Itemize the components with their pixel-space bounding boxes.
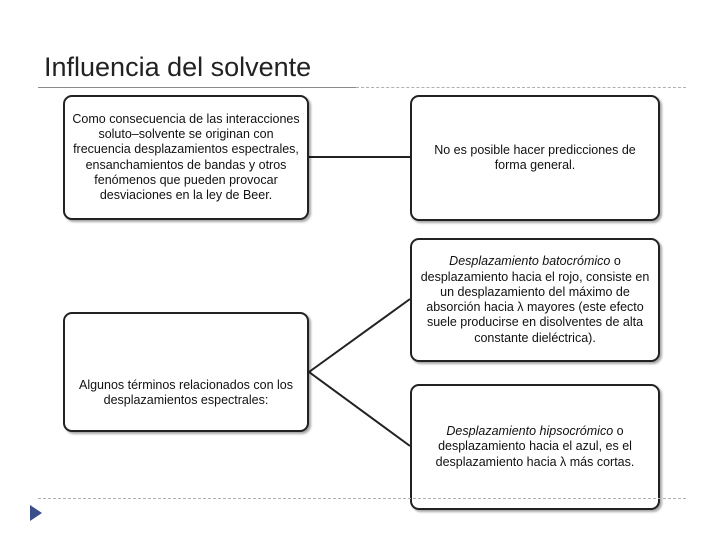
connector-c-to-d: [309, 299, 410, 372]
no-prediction-text: No es posible hacer predicciones de forma general.: [434, 142, 636, 172]
footer-dotted-rule: [38, 498, 686, 499]
slide-title: Influencia del solvente: [44, 52, 312, 82]
consequence-text: Como consecuencia de las interacciones soluto–solvente se originan con frecuencia desplazamientos espectrales, ensanchamientos de bandas y otros fenómenos que pueden provocar desviaciones en la ley de Beer.: [72, 111, 300, 202]
hypsochromic-text: [418, 424, 652, 470]
related-terms-text: Algunos términos relacionados con los desplazamientos espectrales:: [78, 377, 293, 407]
bathochromic-term: Desplazamiento batocrómico: [449, 254, 611, 269]
no-prediction-box: [410, 95, 660, 221]
hypsochromic-description: o desplazamiento hacia el azul, es el desplazamiento hacia λ más cortas.: [435, 424, 635, 469]
hypsochromic-term: Desplazamiento hipsocrómico: [446, 424, 614, 439]
bathochromic-box: [410, 238, 660, 362]
bathochromic-text: [418, 254, 652, 346]
related-terms-box: [63, 312, 309, 432]
triangle-bullet-icon: [30, 505, 42, 521]
connector-c-to-e: [309, 372, 410, 446]
hypsochromic-box: [410, 384, 660, 510]
consequence-box: [63, 95, 309, 220]
bathochromic-description: o desplazamiento hacia el rojo, consiste en un desplazamiento del máximo de absorción hacia λ mayores (este efecto suele producirse en disolventes de alta constante dieléctrica).: [420, 254, 650, 345]
